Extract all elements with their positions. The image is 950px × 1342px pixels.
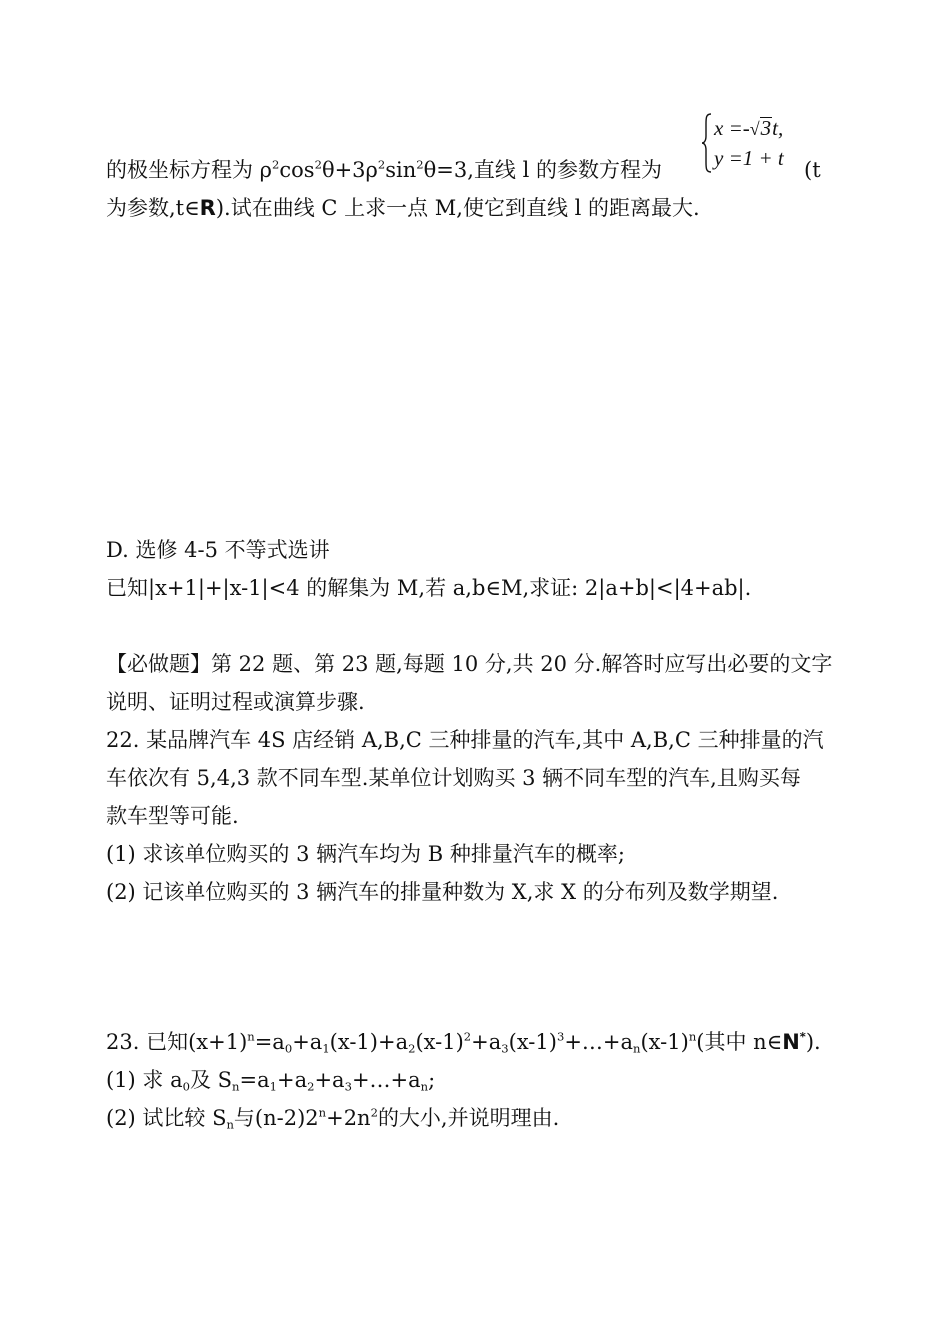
q22-part1: (1) 求该单位购买的 3 辆汽车均为 B 种排量汽车的概率; — [106, 842, 625, 866]
q23-part2: (2) 试比较 $S_n$与$(n-2)2^n+2n^2$的大小,并说明理由. — [106, 1105, 560, 1132]
param-x-row: x =-√3t, — [714, 116, 784, 140]
left-brace-icon — [700, 112, 714, 174]
sqrt-icon: √ — [749, 119, 760, 139]
required-header-line1: 【必做题】第 22 题、第 23 题,每题 10 分,共 20 分.解答时应写出必要的文字 — [106, 652, 833, 676]
c-intro-line2: 为参数,t∈R).试在曲线 C 上求一点 M,使它到直线 l 的距离最大. — [106, 196, 700, 220]
required-header-line2: 说明、证明过程或演算步骤. — [106, 690, 365, 714]
q22-line1: 22. 某品牌汽车 4S 店经销 A,B,C 三种排量的汽车,其中 A,B,C 三种排量的汽 — [106, 728, 824, 752]
param-y-row: y =1 + t — [714, 146, 784, 170]
parametric-equation — [700, 112, 810, 174]
c-intro-line1: 的极坐标方程为 $\rho^2\cos^2\theta+3\rho^2\sin^2\theta=3$,直线 l 的参数方程为 — [106, 157, 662, 182]
q22-line2: 车依次有 5,4,3 款不同车型.某单位计划购买 3 辆不同车型的汽车,且购买每 — [106, 766, 801, 790]
q23-part1: (1) 求 $a_0$及 $S_n=a_1+a_2+a_3+\dots+a_n$; — [106, 1068, 436, 1094]
q22-part2: (2) 记该单位购买的 3 辆汽车的排量种数为 X,求 X 的分布列及数学期望. — [106, 880, 779, 904]
q22-line3: 款车型等可能. — [106, 804, 239, 828]
q23-line1: 23. 已知$(x+1)^n=a_0+a_1(x-1)+a_2(x-1)^2+a_3(x-1)^3+\dots+a_n(x-1)^n$(其中 n∈N*). — [106, 1029, 821, 1056]
c-intro-tail: (t — [804, 158, 821, 182]
section-d-title: D. 选修 4-5 不等式选讲 — [106, 538, 330, 562]
section-d-body: 已知|x+1|+|x-1|<4 的解集为 M,若 a,b∈M,求证: 2|a+b|<|4+ab|. — [106, 576, 752, 600]
